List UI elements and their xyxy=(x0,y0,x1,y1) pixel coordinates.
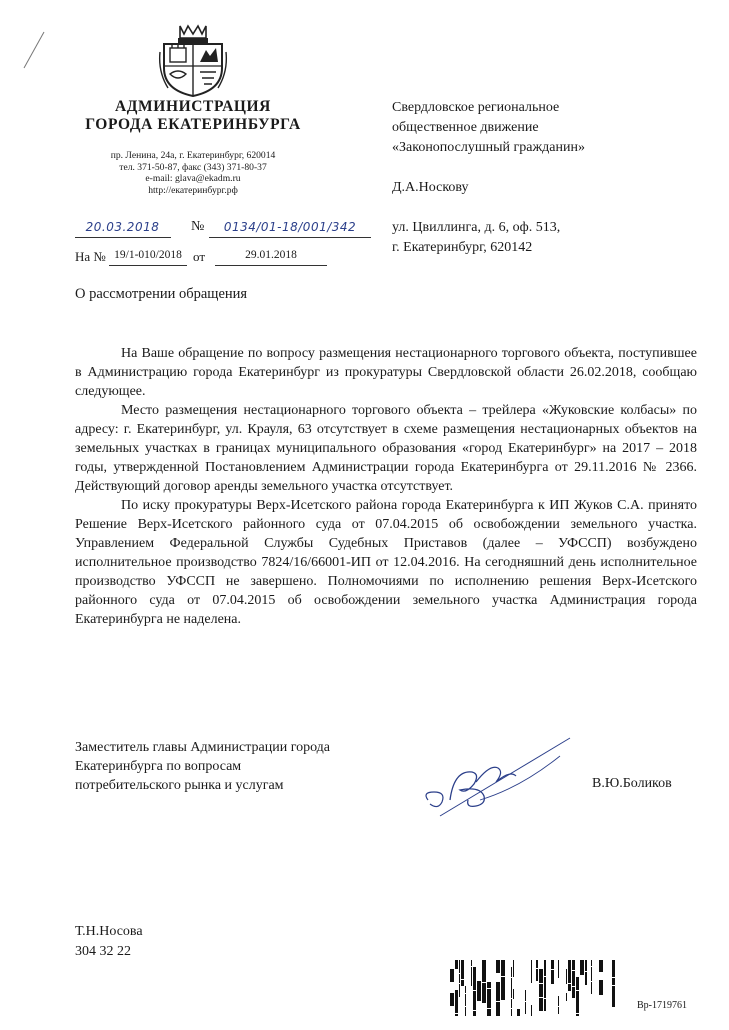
recipient-line: общественное движение xyxy=(392,120,539,135)
recipient-block xyxy=(392,98,712,258)
reply-to-number: 19/1-010/2018 xyxy=(114,249,182,261)
org-name-line2: ГОРОДА ЕКАТЕРИНБУРГА xyxy=(85,116,301,133)
org-address-line: тел. 371-50-87, факс (343) 371-80-37 xyxy=(119,161,267,173)
reply-to-date: 29.01.2018 xyxy=(245,249,297,261)
signer-title-line: Заместитель главы Администрации города xyxy=(75,740,331,755)
outgoing-number: 0134/01-18/001/342 xyxy=(223,220,357,234)
recipient-name: Д.А.Носкову xyxy=(392,180,469,195)
handwritten-signature xyxy=(420,730,585,820)
number-label: № xyxy=(191,219,205,234)
signer-name: В.Ю.Боликов xyxy=(592,776,672,791)
outgoing-date: 20.03.2018 xyxy=(85,220,160,234)
recipient-address: ул. Цвиллинга, д. 6, оф. 513, xyxy=(392,220,561,235)
coat-of-arms-emblem xyxy=(158,22,228,98)
letter-body xyxy=(75,344,697,629)
reply-to-registration xyxy=(75,246,375,268)
body-paragraph: По иску прокуратуры Верх-Исетского района города Екатеринбурга к ИП Жуков С.А. принято Решение Верх-Исетского районного суда от 07.04.2015 об освобождении земельного участка. Управлением Федеральной Службы Судебных Приставов (далее – УФССП) возбуждено исполнительное производство 7824/16/66001-ИП от 12.04.2016. На сегодняшний день исполнительное производство УФССП не завершено. Полномочиями по исполнению решения Верх-Исетского районного суда от 07.04.2015 об освобождении земельного участка Администрация города Екатеринбурга не наделена. xyxy=(75,498,697,627)
reply-to-date-underline xyxy=(215,265,327,266)
outgoing-registration xyxy=(75,218,375,240)
letter-subject: О рассмотрении обращения xyxy=(75,286,248,302)
org-address-line: пр. Ленина, 24а, г. Екатеринбург, 620014 xyxy=(110,150,276,161)
org-website: http://екатеринбург.рф xyxy=(148,184,238,196)
reply-to-number-underline xyxy=(109,265,187,266)
document-barcode xyxy=(432,960,617,1016)
recipient-line xyxy=(392,158,712,178)
recipient-line: «Законопослушный гражданин» xyxy=(392,140,585,155)
signer-title-line: Екатеринбурга по вопросам xyxy=(75,759,242,774)
recipient-address: г. Екатеринбург, 620142 xyxy=(392,240,533,255)
org-name xyxy=(60,98,326,134)
outgoing-number-underline xyxy=(209,237,371,238)
signer-title xyxy=(75,738,405,795)
recipient-line xyxy=(392,198,712,218)
from-label: от xyxy=(193,249,206,264)
org-name-line1: АДМИНИСТРАЦИЯ xyxy=(115,98,271,115)
reply-to-label: На № xyxy=(75,249,106,264)
org-address xyxy=(60,150,326,196)
executor-block xyxy=(75,922,143,962)
executor-name: Т.Н.Носова xyxy=(75,924,143,939)
corner-mark xyxy=(22,30,46,70)
signer-title-line: потребительского рынка и услугам xyxy=(75,778,284,793)
body-paragraph: Место размещения нестационарного торгового объекта – трейлера «Жуковские колбасы» по адресу: г. Екатеринбург, ул. Крауля, 63 отсутствует в схеме размещения нестационарных объектов на земельных участках в границах муниципального образования «город Екатеринбург» на 2017 – 2018 годы, утвержденной Постановлением Администрации города Екатеринбурга от 29.11.2016 № 2366. Действующий договор аренды земельного участка отсутствует. xyxy=(75,403,697,494)
body-paragraph: На Ваше обращение по вопросу размещения нестационарного торгового объекта, поступившее в Администрацию города Екатеринбург из прокуратуры Свердловской области 26.02.2018, сообщаю следующее. xyxy=(75,346,697,399)
outgoing-date-underline xyxy=(75,237,171,238)
recipient-line: Свердловское региональное xyxy=(392,100,560,115)
executor-phone: 304 32 22 xyxy=(75,944,131,959)
document-code: Вр-1719761 xyxy=(637,1000,687,1011)
org-email: e-mail: glava@ekadm.ru xyxy=(145,173,241,184)
